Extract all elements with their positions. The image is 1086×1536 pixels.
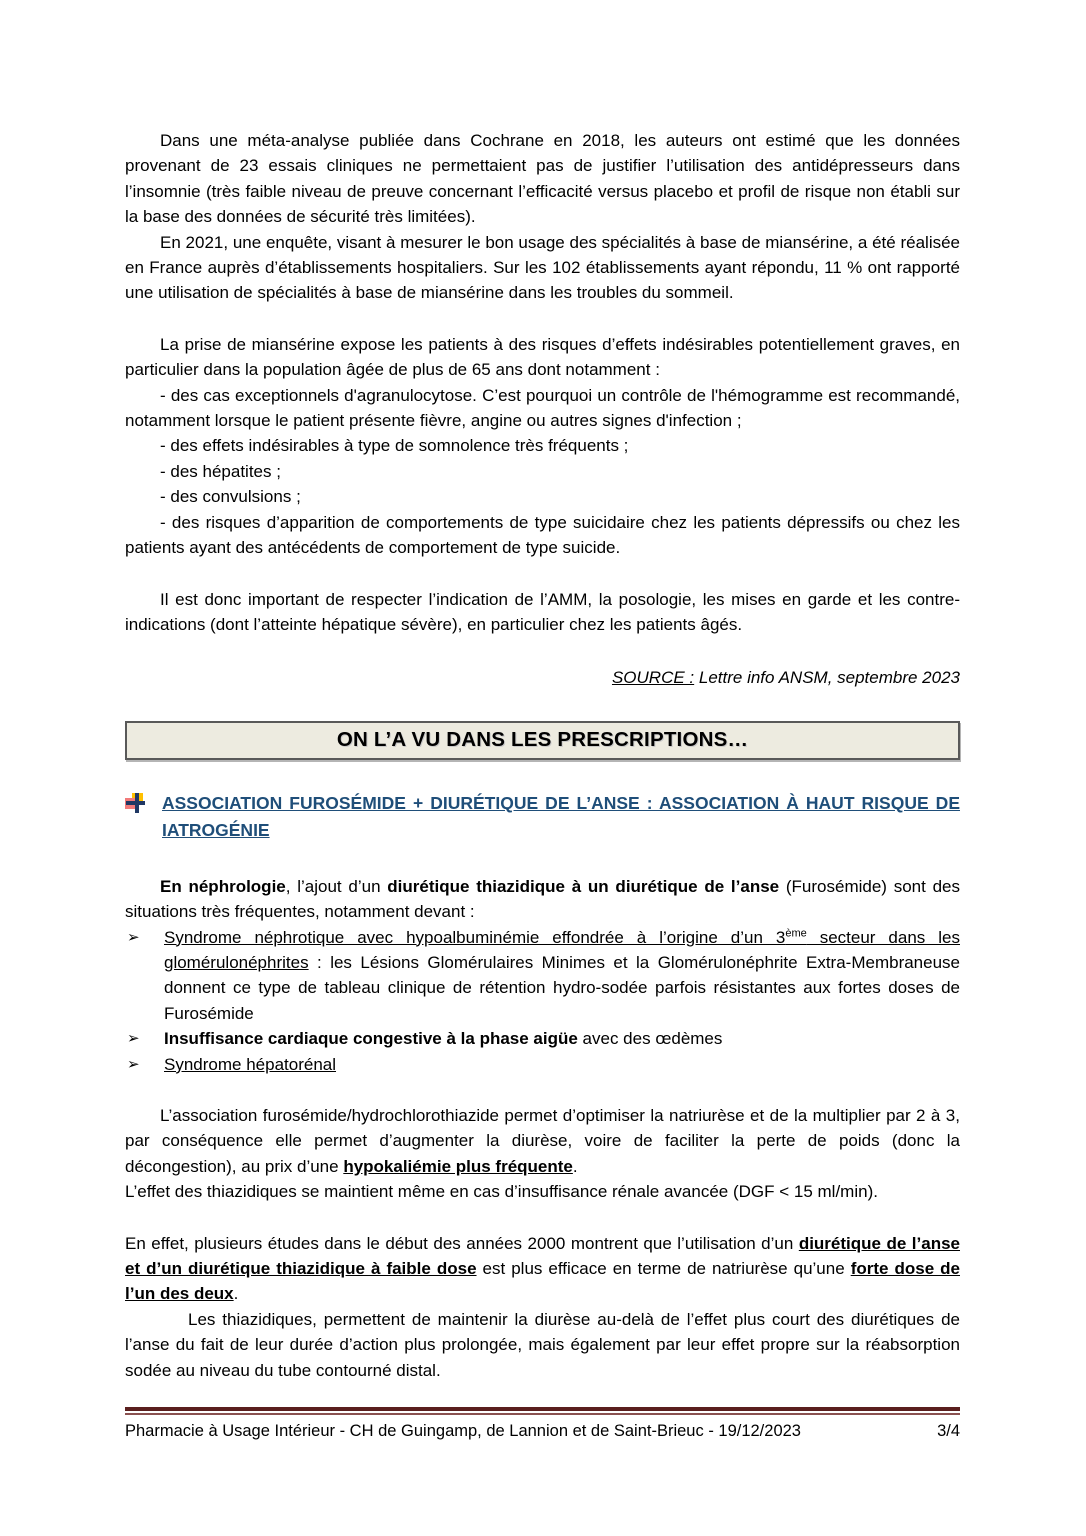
source-text: Lettre info ANSM, septembre 2023	[694, 668, 960, 688]
paragraph-meta-analyse: Dans une méta-analyse publiée dans Cochrane en 2018, les auteurs ont estimé que les données provenant de 23 essais cliniques ne permettaient pas de justifier l’utilisation des antidépresseurs dans l’insomnie (très faible niveau de preuve concernant l’efficacité versus placebo et profil de risque non établi sur la base des données de sécurité très limitées).	[125, 131, 960, 227]
paragraph-etudes-2000: En effet, plusieurs études dans le début des années 2000 montrent que l’utilisation d’un diurétique de l’anse et d’un diurétique thiazidique à faible dose est plus efficace en terme de natriurèse qu’une forte dose de l’un des deux.	[125, 1233, 960, 1304]
paragraph-enquete-2021: En 2021, une enquête, visant à mesurer le bon usage des spécialités à base de miansérine, a été réalisée en France auprès d’établissements hospitaliers. Sur les 102 établissements ayant répondu, 11 % ont rapporté une utilisation de spécialités à base de miansérine dans les troubles du sommeil.	[125, 232, 960, 303]
arrow-item-syndrome-hepatorenal: ➢ Syndrome hépatorénal	[125, 1052, 960, 1077]
paragraph-thiazidiques-duree: Les thiazidiques, permettent de maintenir la diurèse au-delà de l’effet plus court des diurétiques de l’anse du fait de leur durée d’action plus prolongée, mais également par leur effet propre sur la réabsorption sodée au niveau du tube contourné distal.	[125, 1309, 960, 1380]
prescription-heading: ASSOCIATION FUROSÉMIDE + DIURÉTIQUE DE L’ANSE : ASSOCIATION À HAUT RISQUE DE IATROGÉNIE	[162, 792, 960, 840]
arrowhead-bullet-icon: ➢	[127, 1030, 140, 1048]
list-item-agranulocytose: - des cas exceptionnels d'agranulocytose. C’est pourquoi un contrôle de l'hémogramme est recommandé, notamment lorsque le patient présente fièvre, angine ou autres signes d'infection ;	[125, 385, 960, 431]
prescription-heading-block	[125, 790, 960, 844]
arrowhead-bullet-icon: ➢	[127, 1055, 140, 1073]
section-title: ON L’A VU DANS LES PRESCRIPTIONS…	[336, 727, 749, 751]
footer-divider-line	[125, 1407, 960, 1415]
document-body	[125, 0, 960, 1383]
list-item-convulsions: - des convulsions ;	[160, 487, 301, 507]
list-item-hepatites: - des hépatites ;	[160, 461, 281, 481]
paragraph-nephrologie: En néphrologie, l’ajout d’un diurétique thiazidique à un diurétique de l’anse (Furosémide) sont des situations très fréquentes, notamment devant :	[125, 876, 960, 922]
arrow-item-insuffisance-cardiaque: ➢ Insuffisance cardiaque congestive à la phase aigüe avec des œdèmes	[125, 1026, 960, 1051]
paragraph-risques-mianserine: La prise de miansérine expose les patients à des risques d’effets indésirables potentiellement graves, en particulier dans la population âgée de plus de 65 ans dont notamment :	[125, 334, 960, 380]
paragraph-association-hctz: L’association furosémide/hydrochlorothiazide permet d’optimiser la natriurèse et de la multiplier par 2 à 3, par conséquence elle permet d’augmenter la diurèse, voire de faciliter la perte de poids (donc la décongestion), au prix d’une hypokaliémie plus fréquente.	[125, 1105, 960, 1176]
section-header-box	[125, 721, 960, 760]
page-footer	[125, 1407, 960, 1441]
paragraph-effet-thiazidiques: L’effet des thiazidiques se maintient même en cas d’insuffisance rénale avancée (DGF < 15 ml/min).	[125, 1182, 878, 1202]
list-item-somnolence: - des effets indésirables à type de somnolence très fréquents ;	[160, 436, 629, 456]
arrow-item-syndrome-nephrotique: ➢ Syndrome néphrotique avec hypoalbuminémie effondrée à l’origine d’un 3ème secteur dans les glomérulonéphrites : les Lésions Glomérulaires Minimes et la Glomérulonéphrite Extra-Membraneuse donnent ce type de tableau clinique de rétention hydro-sodée parfois résistantes aux fortes doses de Furosémide	[125, 925, 960, 1027]
arrowhead-bullet-icon: ➢	[127, 928, 140, 946]
paragraph-conclusion-amm: Il est donc important de respecter l’indication de l’AMM, la posologie, les mises en garde et les contre-indications (dont l’atteinte hépatique sévère), en particulier chez les patients âgés.	[125, 589, 960, 634]
page-number: 3/4	[937, 1422, 960, 1440]
footer-text: Pharmacie à Usage Intérieur - CH de Guingamp, de Lannion et de Saint-Brieuc - 19/12/2023	[125, 1422, 801, 1440]
source-reference	[125, 665, 960, 690]
source-label: SOURCE :	[611, 668, 695, 688]
colored-squares-bullet-icon	[125, 793, 147, 815]
list-item-suicidaire: - des risques d’apparition de comportements de type suicidaire chez les patients dépressifs ou chez les patients ayant des antécédents de comportement de type suicide.	[125, 512, 960, 558]
